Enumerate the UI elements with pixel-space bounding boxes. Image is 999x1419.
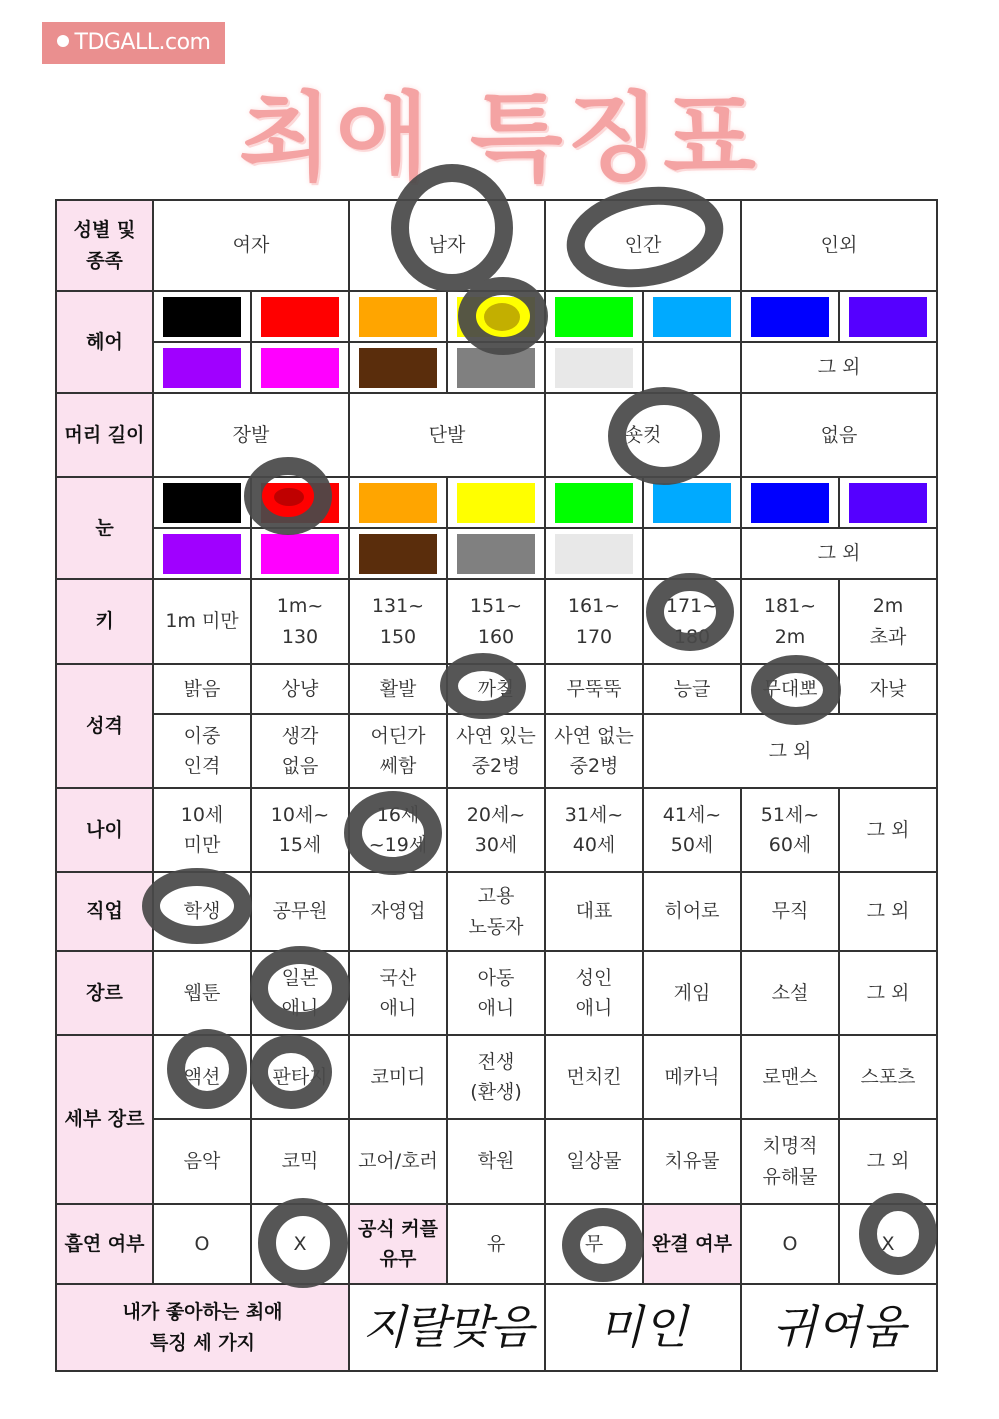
color-swatch	[261, 534, 339, 574]
logo-icon	[57, 35, 69, 47]
height-option[interactable]: 181~ 2m	[741, 579, 839, 664]
color-swatch	[163, 297, 241, 337]
smoking-no[interactable]: X	[251, 1204, 349, 1284]
hair-swatch[interactable]	[153, 342, 251, 393]
job-option[interactable]: 대표	[545, 872, 643, 951]
eye-swatch[interactable]	[839, 477, 937, 528]
row-hair-1	[56, 291, 937, 342]
row-eyes-2	[56, 528, 937, 579]
subgenre-option[interactable]: 치명적 유해물	[741, 1119, 839, 1204]
row-personality-2	[56, 714, 937, 788]
hair-swatch[interactable]	[447, 342, 545, 393]
color-swatch	[849, 483, 927, 523]
option-non-human[interactable]: 인외	[741, 200, 937, 291]
row-favorite-traits	[56, 1284, 937, 1371]
eye-swatch[interactable]	[251, 477, 349, 528]
age-option[interactable]: 51세~ 60세	[741, 788, 839, 872]
eye-swatch[interactable]	[349, 477, 447, 528]
row-age	[56, 788, 937, 872]
genre-option[interactable]: 웹툰	[153, 951, 251, 1035]
page-title: 최애 특징표	[238, 82, 761, 194]
color-swatch	[457, 297, 535, 337]
couple-no[interactable]: 무	[545, 1204, 643, 1284]
height-option[interactable]: 131~ 150	[349, 579, 447, 664]
subgenre-option[interactable]: 전생 (환생)	[447, 1035, 545, 1119]
personality-option[interactable]: 어딘가 쎄함	[349, 714, 447, 788]
subgenre-option[interactable]: 코믹	[251, 1119, 349, 1204]
subgenre-option[interactable]: 학원	[447, 1119, 545, 1204]
height-option[interactable]: 2m 초과	[839, 579, 937, 664]
favorite-trait-2[interactable]: 미인	[545, 1284, 741, 1371]
personality-option[interactable]: 사연 있는 중2병	[447, 714, 545, 788]
color-swatch	[359, 297, 437, 337]
color-swatch	[261, 348, 339, 388]
age-other[interactable]: 그 외	[839, 788, 937, 872]
genre-option[interactable]: 소설	[741, 951, 839, 1035]
option-male[interactable]: 남자	[349, 200, 545, 291]
personality-option[interactable]: 까칠	[447, 664, 545, 714]
row-label-gender: 성별 및 종족	[56, 200, 153, 291]
row-label-smoking: 흡연 여부	[56, 1204, 153, 1284]
genre-option[interactable]: 성인 애니	[545, 951, 643, 1035]
favorite-trait-3[interactable]: 귀여움	[741, 1284, 937, 1371]
color-swatch	[163, 534, 241, 574]
completed-yes[interactable]: O	[741, 1204, 839, 1284]
subgenre-option[interactable]: 치유물	[643, 1119, 741, 1204]
hair-swatch[interactable]	[545, 342, 643, 393]
genre-option[interactable]: 게임	[643, 951, 741, 1035]
job-option[interactable]: 자영업	[349, 872, 447, 951]
color-swatch	[555, 534, 633, 574]
hair-swatch[interactable]	[251, 291, 349, 342]
job-option[interactable]: 그 외	[839, 872, 937, 951]
color-swatch	[457, 348, 535, 388]
personality-option[interactable]: 자낮	[839, 664, 937, 714]
option-no-hair[interactable]: 없음	[741, 393, 937, 477]
height-option[interactable]: 161~ 170	[545, 579, 643, 664]
subgenre-option[interactable]: 코미디	[349, 1035, 447, 1119]
height-option[interactable]: 151~ 160	[447, 579, 545, 664]
row-label-age: 나이	[56, 788, 153, 872]
row-personality-1	[56, 664, 937, 714]
row-height	[56, 579, 937, 664]
eye-other[interactable]: 그 외	[741, 528, 937, 579]
hair-swatch[interactable]	[153, 291, 251, 342]
color-swatch	[849, 297, 927, 337]
hair-swatch[interactable]	[447, 291, 545, 342]
hair-swatch[interactable]	[545, 291, 643, 342]
personality-option[interactable]: 상냥	[251, 664, 349, 714]
hair-swatch[interactable]	[839, 291, 937, 342]
row-job	[56, 872, 937, 951]
personality-option[interactable]: 생각 없음	[251, 714, 349, 788]
genre-option[interactable]: 아동 애니	[447, 951, 545, 1035]
row-gender	[56, 200, 937, 291]
subgenre-option[interactable]: 일상물	[545, 1119, 643, 1204]
personality-option[interactable]: 이중 인격	[153, 714, 251, 788]
hair-swatch[interactable]	[349, 342, 447, 393]
completed-no[interactable]: X	[839, 1204, 937, 1284]
color-swatch	[555, 483, 633, 523]
age-option[interactable]: 20세~ 30세	[447, 788, 545, 872]
eye-swatch[interactable]	[349, 528, 447, 579]
color-swatch	[555, 297, 633, 337]
age-option[interactable]: 10세 미만	[153, 788, 251, 872]
eye-swatch[interactable]	[153, 477, 251, 528]
character-trait-table	[55, 199, 938, 1372]
row-hair-length	[56, 393, 937, 477]
age-option[interactable]: 31세~ 40세	[545, 788, 643, 872]
smoking-yes[interactable]: O	[153, 1204, 251, 1284]
subgenre-option[interactable]: 스포츠	[839, 1035, 937, 1119]
option-female[interactable]: 여자	[153, 200, 349, 291]
row-label-job: 직업	[56, 872, 153, 951]
job-option[interactable]: 공무원	[251, 872, 349, 951]
row-subgenre-1	[56, 1035, 937, 1119]
eye-empty	[643, 528, 741, 579]
color-swatch	[359, 534, 437, 574]
label-favorite-traits: 내가 좋아하는 최애 특징 세 가지	[56, 1284, 349, 1371]
eye-swatch[interactable]	[447, 528, 545, 579]
job-option[interactable]: 무직	[741, 872, 839, 951]
subgenre-option[interactable]: 로맨스	[741, 1035, 839, 1119]
hair-empty	[643, 342, 741, 393]
age-option[interactable]: 16세 ~19세	[349, 788, 447, 872]
color-swatch	[261, 483, 339, 523]
logo-text: TDGALL.com	[74, 30, 211, 55]
row-label-eyes: 눈	[56, 477, 153, 579]
eye-swatch[interactable]	[545, 528, 643, 579]
row-genre	[56, 951, 937, 1035]
row-misc	[56, 1204, 937, 1284]
personality-option[interactable]: 무대뽀	[741, 664, 839, 714]
option-medium-hair[interactable]: 단발	[349, 393, 545, 477]
color-swatch	[359, 348, 437, 388]
color-swatch	[653, 483, 731, 523]
personality-other[interactable]: 그 외	[643, 714, 937, 788]
color-swatch	[261, 297, 339, 337]
color-swatch	[359, 483, 437, 523]
job-option[interactable]: 학생	[153, 872, 251, 951]
height-option[interactable]: 1m 미만	[153, 579, 251, 664]
eye-swatch[interactable]	[251, 528, 349, 579]
personality-option[interactable]: 무뚝뚝	[545, 664, 643, 714]
eye-swatch[interactable]	[741, 477, 839, 528]
row-label-genre: 장르	[56, 951, 153, 1035]
subgenre-option[interactable]: 메카닉	[643, 1035, 741, 1119]
personality-option[interactable]: 활발	[349, 664, 447, 714]
hair-swatch[interactable]	[251, 342, 349, 393]
color-swatch	[751, 297, 829, 337]
subgenre-option[interactable]: 액션	[153, 1035, 251, 1119]
subgenre-option[interactable]: 음악	[153, 1119, 251, 1204]
row-eyes-1	[56, 477, 937, 528]
option-short-hair[interactable]: 숏컷	[545, 393, 741, 477]
eye-swatch[interactable]	[643, 477, 741, 528]
row-subgenre-2	[56, 1119, 937, 1204]
color-swatch	[457, 483, 535, 523]
age-option[interactable]: 41세~ 50세	[643, 788, 741, 872]
personality-option[interactable]: 사연 없는 중2병	[545, 714, 643, 788]
couple-yes[interactable]: 유	[447, 1204, 545, 1284]
job-option[interactable]: 히어로	[643, 872, 741, 951]
genre-option[interactable]: 그 외	[839, 951, 937, 1035]
age-option[interactable]: 10세~ 15세	[251, 788, 349, 872]
row-label-height: 키	[56, 579, 153, 664]
option-long-hair[interactable]: 장발	[153, 393, 349, 477]
subgenre-option[interactable]: 먼치킨	[545, 1035, 643, 1119]
hair-other[interactable]: 그 외	[741, 342, 937, 393]
eye-swatch[interactable]	[153, 528, 251, 579]
eye-swatch[interactable]	[545, 477, 643, 528]
hair-swatch[interactable]	[643, 291, 741, 342]
genre-option[interactable]: 국산 애니	[349, 951, 447, 1035]
subgenre-option[interactable]: 판타지	[251, 1035, 349, 1119]
hair-swatch[interactable]	[741, 291, 839, 342]
height-option[interactable]: 1m~ 130	[251, 579, 349, 664]
hair-swatch[interactable]	[349, 291, 447, 342]
color-swatch	[163, 483, 241, 523]
subgenre-option[interactable]: 그 외	[839, 1119, 937, 1204]
personality-option[interactable]: 능글	[643, 664, 741, 714]
favorite-trait-1[interactable]: 지랄맞음	[349, 1284, 545, 1371]
label-completed: 완결 여부	[643, 1204, 741, 1284]
height-option[interactable]: 171~ 180	[643, 579, 741, 664]
color-swatch	[163, 348, 241, 388]
site-logo	[42, 22, 225, 64]
color-swatch	[751, 483, 829, 523]
row-hair-2	[56, 342, 937, 393]
row-label-hair-length: 머리 길이	[56, 393, 153, 477]
row-label-hair: 헤어	[56, 291, 153, 393]
personality-option[interactable]: 밝음	[153, 664, 251, 714]
option-human[interactable]: 인간	[545, 200, 741, 291]
eye-swatch[interactable]	[447, 477, 545, 528]
job-option[interactable]: 고용 노동자	[447, 872, 545, 951]
genre-option[interactable]: 일본 애니	[251, 951, 349, 1035]
row-label-personality: 성격	[56, 664, 153, 788]
color-swatch	[653, 297, 731, 337]
row-label-subgenre: 세부 장르	[56, 1035, 153, 1204]
subgenre-option[interactable]: 고어/호러	[349, 1119, 447, 1204]
label-official-couple: 공식 커플 유무	[349, 1204, 447, 1284]
color-swatch	[457, 534, 535, 574]
color-swatch	[555, 348, 633, 388]
